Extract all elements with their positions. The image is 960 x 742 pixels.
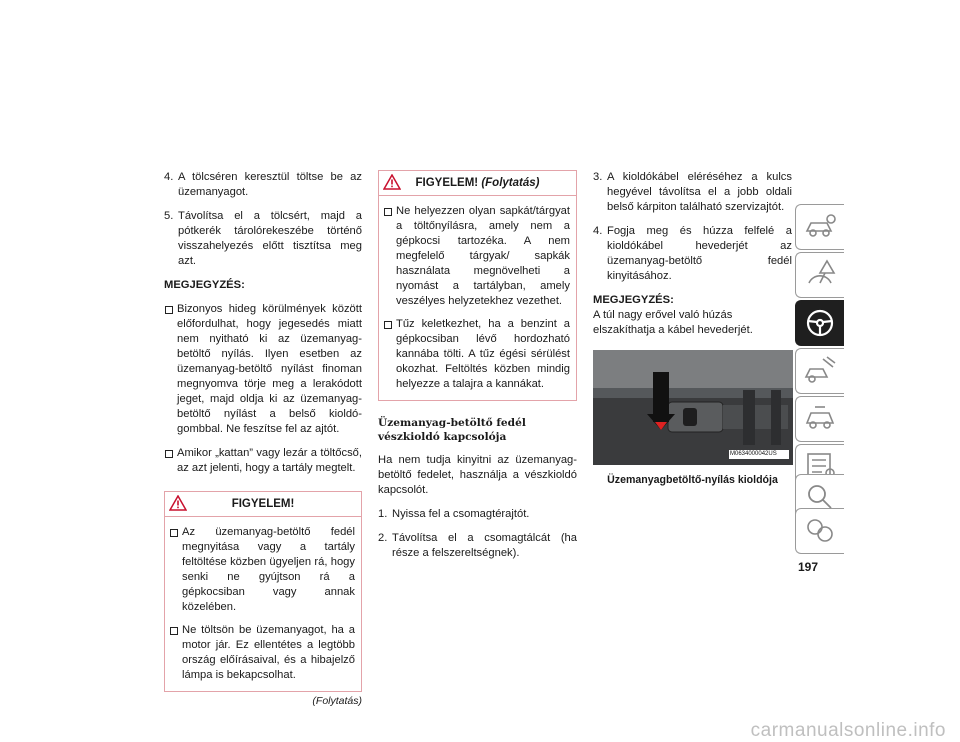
car-info-icon xyxy=(803,211,837,241)
checkbox-bullet-icon xyxy=(170,627,178,635)
checkbox-bullet-icon xyxy=(165,450,173,458)
tab-service[interactable] xyxy=(795,396,844,442)
warning-header xyxy=(379,171,576,196)
bullet-text: Amikor „kattan” vagy lezár a töltőcső, az azt jelenti, hogy a tartály megtelt. xyxy=(177,447,362,474)
warning-bullet xyxy=(169,525,355,615)
step-text: A tölcséren keresztül töltse be az üzemanyagot. xyxy=(178,171,362,198)
bullet-text: Ne töltsön be üzemanyagot, ha a motor jár. Ez ellentétes a legtöbb ország előírásaival, és a hibajelző lámpa is bekapcsolhat. xyxy=(182,624,355,681)
step-4 xyxy=(164,170,362,200)
step-5 xyxy=(164,209,362,269)
step-text: A kioldókábel eléréséhez a kulcs hegyével távolítsa el a jobb oldali belső kárpiton található szervizajtót. xyxy=(607,171,792,213)
step-1 xyxy=(378,507,577,522)
release-cable-illustration xyxy=(593,350,793,465)
step-text: Nyissa fel a csomagtérajtót. xyxy=(392,508,530,520)
car-crash-icon xyxy=(803,355,837,385)
page-number: 197 xyxy=(798,560,819,574)
car-service-icon xyxy=(803,403,837,433)
tab-car-info[interactable] xyxy=(795,204,844,250)
watermark: carmanualsonline.info xyxy=(750,720,946,741)
step-2 xyxy=(378,531,577,561)
column-right xyxy=(593,170,792,488)
step-number: 3. xyxy=(593,171,603,183)
warning-title-suffix: (Folytatás) xyxy=(481,176,540,189)
column-left xyxy=(164,170,362,709)
tab-starting-and-operating[interactable] xyxy=(795,300,844,346)
warning-title: FIGYELEM! xyxy=(231,497,295,510)
step-number: 1. xyxy=(378,508,388,520)
note-heading: MEGJEGYZÉS: xyxy=(164,279,245,291)
warning-bullet xyxy=(383,317,570,392)
tab-language[interactable] xyxy=(795,508,844,554)
image-code: M0634000042US xyxy=(730,451,777,457)
fuel-door-release-photo xyxy=(593,350,793,465)
step-4 xyxy=(593,224,792,284)
step-3 xyxy=(593,170,792,215)
bullet-text: Az üzemanyag-betöltő fedél megnyitása vagy a tartály feltöltése közben ügyeljen rá, hogy senki ne gyújtson rá a gépkocsiban vagy annak közelében. xyxy=(182,526,355,613)
warning-header xyxy=(165,492,361,517)
column-middle xyxy=(378,170,577,570)
tab-dashboard-warning[interactable] xyxy=(795,252,844,298)
note-bullet xyxy=(164,302,362,437)
checkbox-bullet-icon xyxy=(170,529,178,537)
figure-caption: Üzemanyagbetöltő-nyílás kioldója xyxy=(607,474,778,486)
warning-triangle-icon xyxy=(169,495,187,511)
tab-emergency[interactable] xyxy=(795,348,844,394)
note-heading: MEGJEGYZÉS: xyxy=(593,294,674,306)
section-intro: Ha nem tudja kinyitni az üzemanyag-betöltő fedelet, használja a vészkioldó kapcsolót. xyxy=(378,454,577,496)
section-title: Üzemanyag-betöltő fedél vészkioldó kapcsolója xyxy=(378,417,526,443)
dashboard-warning-icon xyxy=(803,259,837,289)
bullet-text: Ne helyezzen olyan sapkát/tárgyat a töltőnyílásra, amely nem a gépkocsi tartozéka. A nem megfelelő tárgyak/ sapkák használata megnövelheti a nyomást a tartályban, amely veszélyes helyzetekhez vezethet. xyxy=(396,205,570,307)
step-text: Távolítsa el a tölcsért, majd a pótkerék tárolórekeszébe történő visszahelyezés előtt tisztítsa meg azt. xyxy=(178,210,362,267)
language-icon xyxy=(803,515,837,545)
step-number: 4. xyxy=(593,225,603,237)
step-number: 2. xyxy=(378,532,388,544)
warning-title: FIGYELEM! xyxy=(415,176,479,189)
step-number: 5. xyxy=(164,210,174,222)
steering-wheel-icon xyxy=(803,307,837,337)
warning-box-continued xyxy=(378,170,577,401)
checkbox-bullet-icon xyxy=(384,321,392,329)
warning-triangle-icon xyxy=(383,174,401,190)
warning-bullet xyxy=(169,623,355,683)
step-text: Távolítsa el a csomagtálcát (ha része a felszereltségnek). xyxy=(392,532,577,559)
footer xyxy=(0,720,960,742)
warning-box xyxy=(164,491,362,692)
step-text: Fogja meg és húzza felfelé a kioldókábel hevederjét az üzemanyag-betöltő fedél kinyitásához. xyxy=(607,225,792,282)
note-text: A túl nagy erővel való húzás elszakíthatja a kábel hevederjét. xyxy=(593,309,753,336)
continued-label: (Folytatás) xyxy=(312,695,362,707)
checkbox-bullet-icon xyxy=(165,306,173,314)
checkbox-bullet-icon xyxy=(384,208,392,216)
search-icon xyxy=(803,481,837,511)
warning-bullet xyxy=(383,204,570,309)
note-bullet xyxy=(164,446,362,476)
step-number: 4. xyxy=(164,171,174,183)
bullet-text: Bizonyos hideg körülmények között előfordulhat, hogy jegesedés miatt nem nyitható ki az üzemanyag-betöltő nyílás. Ilyen esetben az üzemanyag-betöltő nyílást finoman megnyomva törje meg a lerakódott jeget, majd oldja ki az üzemanyag-betöltő nyílást a belső kioldógombbal. Ne feszítse fel az ajtót. xyxy=(177,303,362,435)
bullet-text: Tűz keletkezhet, ha a benzint a gépkocsiban lévő hordozható kannába tölti. A tűz égési sérülést okozhat. Feltöltés közben mindig helyezze a talajra a kannákat. xyxy=(396,318,570,390)
